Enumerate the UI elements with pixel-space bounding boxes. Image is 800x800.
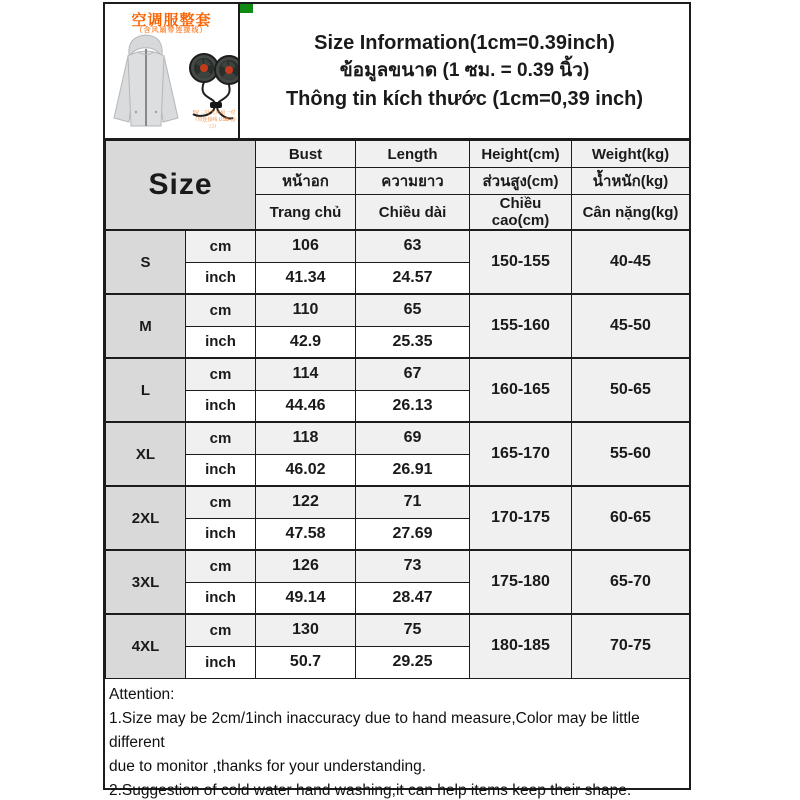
length-inch: 25.35 — [356, 326, 470, 358]
bust-cm: 114 — [256, 358, 356, 390]
length-cm: 69 — [356, 422, 470, 454]
length-inch: 27.69 — [356, 518, 470, 550]
attention-line-2: due to monitor ,thanks for your understanding. — [109, 757, 427, 775]
unit-label: cm — [186, 550, 256, 582]
unit-label: cm — [186, 486, 256, 518]
length-header-en: Length — [356, 141, 470, 168]
bust-header-en: Bust — [256, 141, 356, 168]
unit-label: inch — [186, 582, 256, 614]
height-range: 155-160 — [470, 294, 572, 358]
bust-header-th: หน้าอก — [256, 168, 356, 195]
attention-notes — [105, 679, 689, 800]
unit-label: inch — [186, 262, 256, 294]
attention-line-3: 2.Suggestion of cold water hand washing,it can help items keep their shape. — [109, 781, 632, 799]
weight-header-vi: Cân nặng(kg) — [572, 195, 690, 231]
bust-inch: 42.9 — [256, 326, 356, 358]
bust-header-vi: Trang chủ — [256, 195, 356, 231]
unit-label: inch — [186, 518, 256, 550]
size-header-cell: Size — [106, 141, 256, 231]
fan-caption-line1: 5V 三叶大风扇一对 — [192, 110, 236, 116]
bust-inch: 46.02 — [256, 454, 356, 486]
unit-label: inch — [186, 390, 256, 422]
bust-cm: 130 — [256, 614, 356, 646]
length-header-th: ความยาว — [356, 168, 470, 195]
height-header-en: Height(cm) — [470, 141, 572, 168]
height-range: 160-165 — [470, 358, 572, 422]
size-label: 3XL — [106, 550, 186, 614]
table-row-l-cm — [106, 358, 690, 390]
table-row-m-cm — [106, 294, 690, 326]
length-inch: 28.47 — [356, 582, 470, 614]
weight-range: 65-70 — [572, 550, 690, 614]
length-cm: 65 — [356, 294, 470, 326]
size-table — [105, 140, 690, 679]
height-header-vi: Chiều cao(cm) — [470, 195, 572, 231]
size-label: S — [106, 230, 186, 294]
length-cm: 63 — [356, 230, 470, 262]
bust-cm: 110 — [256, 294, 356, 326]
height-range: 180-185 — [470, 614, 572, 678]
product-title: 空调服整套 — [131, 12, 212, 29]
bust-inch: 47.58 — [256, 518, 356, 550]
jacket-icon — [114, 35, 178, 126]
table-row-xl-cm — [106, 422, 690, 454]
attention-line-1: 1.Size may be 2cm/1inch inaccuracy due to hand measure,Color may be little different — [109, 709, 640, 751]
size-label: M — [106, 294, 186, 358]
weight-range: 45-50 — [572, 294, 690, 358]
size-info-title-block — [240, 4, 689, 138]
weight-range: 60-65 — [572, 486, 690, 550]
height-range: 150-155 — [470, 230, 572, 294]
weight-range: 40-45 — [572, 230, 690, 294]
unit-label: inch — [186, 646, 256, 678]
unit-label: cm — [186, 230, 256, 262]
bust-cm: 106 — [256, 230, 356, 262]
table-row-4xl-cm — [106, 614, 690, 646]
size-label: 2XL — [106, 486, 186, 550]
fan-caption-line2: （带连接线 USB 接口） — [192, 117, 236, 130]
table-row-s-cm — [106, 230, 690, 262]
size-label: XL — [106, 422, 186, 486]
table-row-2xl-cm — [106, 486, 690, 518]
title-thai: ข้อมูลขนาด (1 ซม. = 0.39 นิ้ว) — [339, 60, 590, 81]
fan-right-icon — [215, 56, 240, 84]
bust-cm: 126 — [256, 550, 356, 582]
height-range: 170-175 — [470, 486, 572, 550]
height-range: 175-180 — [470, 550, 572, 614]
size-chart-sheet — [103, 2, 691, 799]
bust-cm: 118 — [256, 422, 356, 454]
fan-pair-icon — [190, 54, 240, 118]
fan-caption — [189, 110, 239, 131]
bust-inch: 44.46 — [256, 390, 356, 422]
top-banner — [105, 4, 689, 140]
weight-range: 55-60 — [572, 422, 690, 486]
height-header-th: ส่วนสูง(cm) — [470, 168, 572, 195]
length-cm: 73 — [356, 550, 470, 582]
unit-label: inch — [186, 326, 256, 358]
weight-range: 50-65 — [572, 358, 690, 422]
product-subtitle: （含风扇带连接线） — [135, 27, 208, 34]
length-inch: 24.57 — [356, 262, 470, 294]
bust-inch: 49.14 — [256, 582, 356, 614]
weight-header-th: น้ำหนัก(kg) — [572, 168, 690, 195]
bust-inch: 50.7 — [256, 646, 356, 678]
length-inch: 26.13 — [356, 390, 470, 422]
unit-label: cm — [186, 294, 256, 326]
length-header-vi: Chiều dài — [356, 195, 470, 231]
unit-label: inch — [186, 454, 256, 486]
length-cm: 67 — [356, 358, 470, 390]
bust-cm: 122 — [256, 486, 356, 518]
title-vietnamese: Thông tin kích thước (1cm=0,39 inch) — [285, 88, 644, 110]
unit-label: cm — [186, 422, 256, 454]
length-cm: 71 — [356, 486, 470, 518]
height-range: 165-170 — [470, 422, 572, 486]
table-row-3xl-cm — [106, 550, 690, 582]
unit-label: cm — [186, 614, 256, 646]
header-row-english — [106, 141, 690, 168]
weight-header-en: Weight(kg) — [572, 141, 690, 168]
attention-title: Attention: — [109, 685, 175, 703]
unit-label: cm — [186, 358, 256, 390]
title-english: Size Information(1cm=0.39inch) — [314, 32, 615, 54]
size-label: 4XL — [106, 614, 186, 678]
length-inch: 26.91 — [356, 454, 470, 486]
green-corner-marker — [240, 4, 253, 13]
length-cm: 75 — [356, 614, 470, 646]
bust-inch: 41.34 — [256, 262, 356, 294]
product-image-block — [105, 4, 240, 138]
length-inch: 29.25 — [356, 646, 470, 678]
fan-left-icon — [190, 54, 218, 82]
weight-range: 70-75 — [572, 614, 690, 678]
size-label: L — [106, 358, 186, 422]
